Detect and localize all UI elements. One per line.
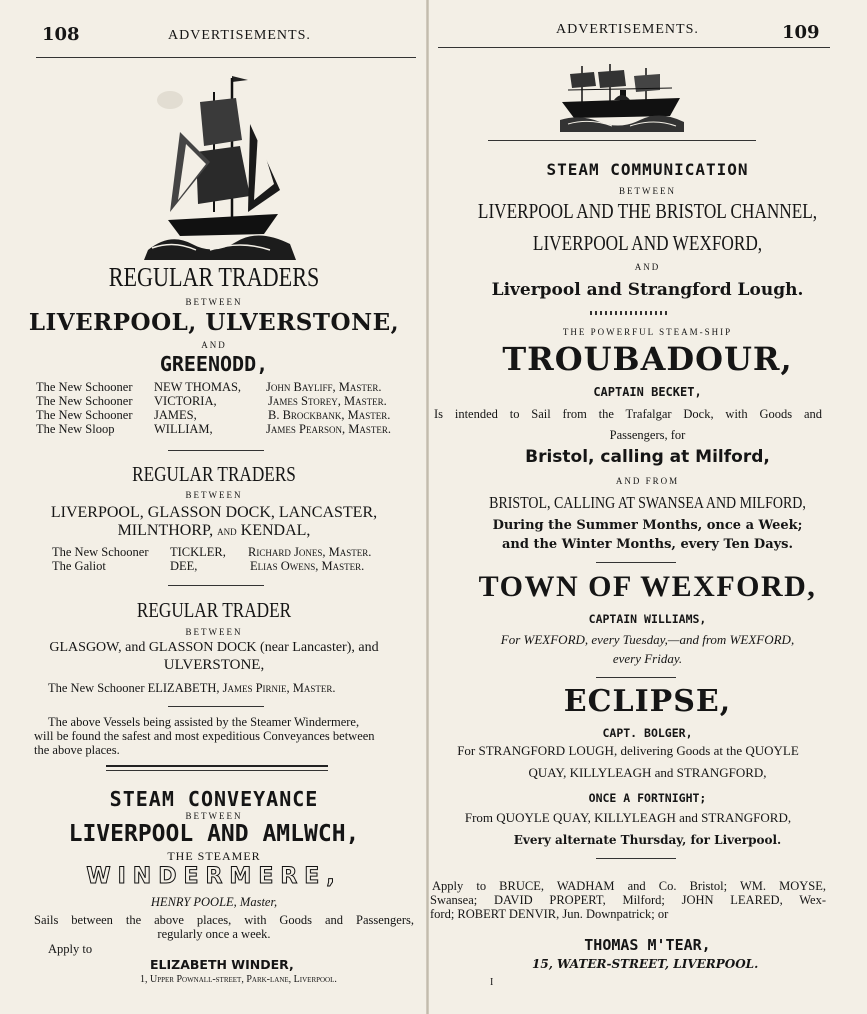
header-route2: LIVERPOOL AND WEXFORD,: [532, 231, 763, 255]
ad4-between: BETWEEN: [185, 811, 243, 821]
eclipse-captain: CAPT. BOLGER,: [602, 726, 693, 740]
eclipse-once: ONCE A FORTNIGHT;: [588, 791, 707, 805]
ad3-route-line1: GLASGOW, and GLASSON DOCK (near Lancaster), and: [49, 640, 379, 655]
running-head: ADVERTISEMENTS.: [168, 28, 311, 43]
apply-agent: THOMAS M'TEAR,: [584, 936, 711, 954]
troubadour-and-from: AND FROM: [615, 476, 680, 486]
wexford-name: TOWN OF WEXFORD,: [478, 570, 817, 603]
troubadour-captain: CAPTAIN BECKET,: [593, 385, 702, 399]
troubadour-winter: and the Winter Months, every Ten Days.: [501, 537, 794, 552]
ad4-route: LIVERPOOL AND AMLWCH,: [68, 821, 360, 847]
left-page: [0, 0, 428, 1014]
divider: [168, 585, 264, 586]
vessel-type: The New Schooner: [36, 394, 133, 408]
running-head: ADVERTISEMENTS.: [556, 22, 699, 37]
eclipse-line4: Every alternate Thursday, for Liverpool.: [513, 833, 782, 847]
ad4-steamer-name: WINDERMERE,: [86, 864, 342, 889]
double-rule-bottom: [106, 770, 328, 771]
ad4-apply: Apply to: [48, 942, 93, 956]
header-route3: Liverpool and Strangford Lough.: [491, 280, 804, 300]
vessel-name: VICTORIA,: [154, 394, 217, 408]
header-rule: [36, 57, 416, 58]
vessel-type: The New Schooner: [36, 408, 133, 422]
troubadour-destination: Bristol, calling at Milford,: [525, 447, 770, 467]
header-rule: [438, 47, 830, 48]
header-and: AND: [634, 262, 661, 272]
vessel-name: TICKLER,: [170, 545, 226, 559]
divider: [596, 562, 676, 563]
divider: [168, 706, 264, 707]
troubadour-return: BRISTOL, CALLING AT SWANSEA AND MILFORD,: [489, 493, 806, 512]
steamship-icon: [560, 60, 684, 132]
troubadour-intro: THE POWERFUL STEAM-SHIP: [562, 327, 733, 337]
vessel-type: The Galiot: [52, 559, 106, 573]
ad1-route: LIVERPOOL, ULVERSTONE,: [28, 309, 400, 336]
vessel-name: WILLIAM,: [154, 422, 213, 436]
wexford-line2: every Friday.: [612, 651, 683, 666]
vessel-type: The New Schooner: [52, 545, 149, 559]
ad4-master: HENRY POOLE, Master,: [150, 895, 278, 909]
ad4-title: STEAM CONVEYANCE: [109, 787, 319, 811]
ad3-title: REGULAR TRADER: [136, 598, 292, 622]
divider: [596, 677, 676, 678]
signature-mark: I: [490, 977, 494, 988]
troubadour-line2: Passengers, for: [609, 428, 686, 442]
page-number: 108: [42, 24, 80, 45]
vessel-name: NEW THOMAS,: [154, 380, 242, 394]
vessel-row: The New Schooner: [36, 380, 133, 394]
vessel-master: B. Brockbank, Master.: [268, 408, 391, 422]
ad1-destination: GREENODD,: [159, 352, 269, 376]
header-between: BETWEEN: [619, 186, 676, 196]
eclipse-line2: QUAY, KILLYLEAGH and STRANGFORD,: [528, 765, 767, 780]
ad4-the-steamer: THE STEAMER: [167, 849, 261, 863]
troubadour-name: TROUBADOUR,: [502, 340, 793, 378]
header-title: STEAM COMMUNICATION: [546, 160, 749, 179]
vessel-name: DEE,: [170, 559, 198, 573]
vessel-master: James Pearson, Master.: [266, 422, 391, 436]
troubadour-summer: During the Summer Months, once a Week;: [492, 518, 803, 533]
vessel-master: Elias Owens, Master.: [250, 559, 365, 573]
divider: [168, 450, 264, 451]
ad2-between: BETWEEN: [185, 490, 243, 500]
divider: [488, 140, 756, 141]
ad4-address: 1, Upper Pownall-street, Park-lane, Liverpool.: [140, 974, 337, 985]
double-rule-top: [106, 765, 328, 767]
ad3-vessel: The New Schooner ELIZABETH, James Pirnie, Master.: [48, 681, 336, 695]
sailing-ship-icon: [140, 72, 300, 260]
vessel-name: JAMES,: [154, 408, 197, 422]
vessel-master: Richard Jones, Master.: [248, 545, 372, 559]
ad4-agent: ELIZABETH WINDER,: [150, 957, 294, 972]
ad2-route-line2: MILNTHORP, and KENDAL,: [117, 522, 311, 539]
apply-address: 15, WATER-STREET, LIVERPOOL.: [532, 957, 759, 971]
page-number: 109: [782, 22, 820, 43]
ad1-title: REGULAR TRADERS: [108, 262, 320, 292]
vessel-type: The New Sloop: [36, 422, 115, 436]
ad2-route-line1: LIVERPOOL, GLASSON DOCK, LANCASTER,: [50, 504, 378, 521]
ad1-between: BETWEEN: [185, 297, 243, 307]
divider: [596, 858, 676, 859]
ad4-sails-line1: Sails between the above places, with Goods and Passengers,: [34, 913, 414, 927]
vessel-master: James Storey, Master.: [268, 394, 387, 408]
ad3-route-line2: ULVERSTONE,: [163, 657, 265, 673]
wavy-divider: [590, 311, 670, 315]
eclipse-line3: From QUOYLE QUAY, KILLYLEAGH and STRANGFORD,: [464, 810, 792, 825]
ad2-title: REGULAR TRADERS: [132, 462, 296, 486]
troubadour-line1: Is intended to Sail from the Trafalgar Dock, with Goods and: [434, 407, 822, 421]
wexford-line1: For WEXFORD, every Tuesday,—and from WEXFORD,: [500, 632, 795, 647]
eclipse-name: ECLIPSE,: [563, 684, 732, 719]
apply-to-notice: Apply to BRUCE, WADHAM and Co. Bristol; WM. MOYSE, Swansea; DAVID PROPERT, Milford; JOHN LEARED, Wex- ford; ROBERT DENVIR, Jun. Downpatrick; or: [430, 879, 826, 921]
vessel-master: John Bayliff, Master.: [266, 380, 382, 394]
right-page: [428, 0, 867, 1014]
eclipse-line1: For STRANGFORD LOUGH, delivering Goods at the QUOYLE: [457, 743, 799, 758]
ad4-sails-line2: regularly once a week.: [157, 927, 271, 941]
ad3-between: BETWEEN: [185, 627, 243, 637]
header-route1: LIVERPOOL AND THE BRISTOL CHANNEL,: [477, 199, 818, 223]
ad1-and: AND: [201, 340, 227, 350]
wexford-captain: CAPTAIN WILLIAMS,: [588, 612, 707, 626]
vessels-notice: The above Vessels being assisted by the Steamer Windermere, will be found the safest and most expeditious Conveyances between the above places.: [34, 715, 375, 757]
